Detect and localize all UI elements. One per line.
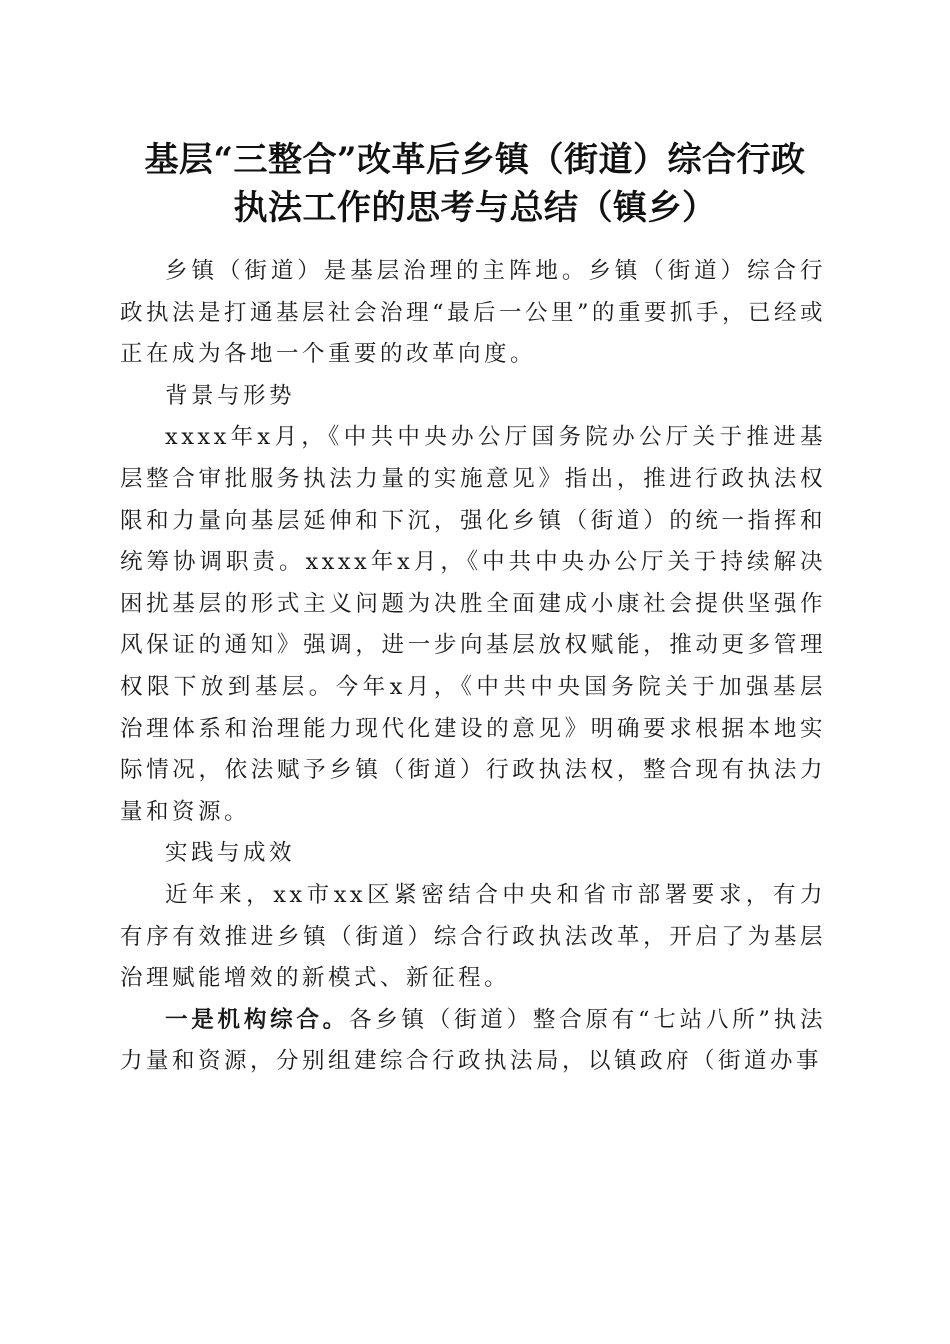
point-1-lead: 一是机构综合。 — [165, 1006, 349, 1033]
point-1-text: 各乡镇（街道）整合原有“七站八所”执法力量和资源，分别组建综合行政执法局，以镇政府（街道办事 — [120, 1006, 826, 1075]
practice-paragraph: 近年来，xx市xx区紧密结合中央和省市部署要求，有力有序有效推进乡镇（街道）综合行政执法改革，开启了为基层治理赋能增效的新模式、新征程。 — [120, 881, 826, 992]
point-1-paragraph — [120, 1000, 826, 1083]
title-line-2: 执法工作的思考与总结（镇乡） — [233, 188, 717, 228]
background-paragraph: xxxx年x月，《中共中央办公厅国务院办公厅关于推进基层整合审批服务执法力量的实施意见》指出，推进行政执法权限和力量向基层延伸和下沉，强化乡镇（街道）的统一指挥和统筹协调职责。xxxx年x月，《中共中央办公厅关于持续解决困扰基层的形式主义问题为决胜全面建成小康社会提供坚强作风保证的通知》强调，进一步向基层放权赋能，推动更多管理权限下放到基层。今年x月，《中共中央国务院关于加强基层治理体系和治理能力现代化建设的意见》明确要求根据本地实际情况，依法赋予乡镇（街道）行政执法权，整合现有执法力量和资源。 — [120, 424, 826, 825]
document-title — [110, 136, 840, 232]
title-line-1: 基层“三整合”改革后乡镇（街道）综合行政 — [144, 140, 806, 180]
intro-paragraph: 乡镇（街道）是基层治理的主阵地。乡镇（街道）综合行政执法是打通基层社会治理“最后一公里”的重要抓手，已经或正在成为各地一个重要的改革向度。 — [120, 258, 827, 368]
section-heading-background: 背景与形势 — [165, 382, 296, 409]
document-body — [120, 251, 826, 1083]
section-heading-practice: 实践与成效 — [165, 840, 296, 867]
